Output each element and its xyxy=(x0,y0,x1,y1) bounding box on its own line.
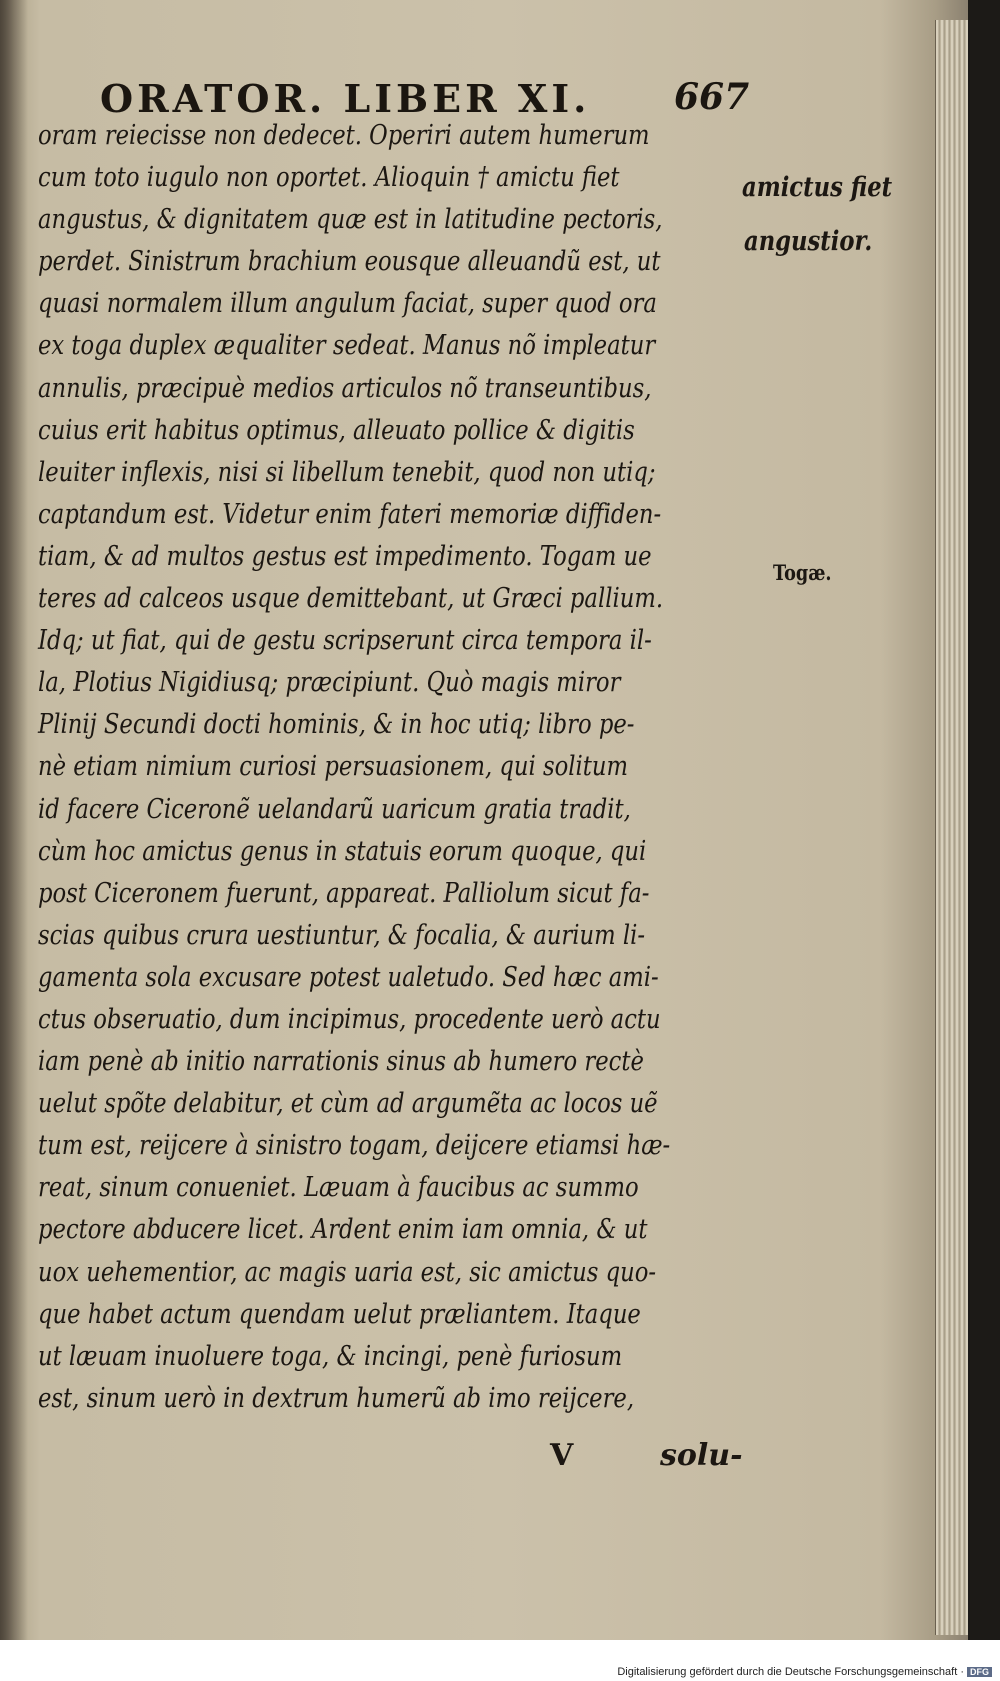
text-line: scias quibus crura uestiuntur, & focalia, & aurium li- xyxy=(38,919,646,951)
text-line: uelut spõte delabitur, et cùm ad argumẽta ac locos uẽ xyxy=(38,1088,658,1120)
page-edges xyxy=(935,20,968,1635)
dfg-logo: DFG xyxy=(967,1667,992,1677)
marginal-note: amictus fiet xyxy=(742,172,893,203)
text-line: est, sinum uerò in dextrum humerũ ab imo reijcere, xyxy=(38,1382,635,1414)
digitization-credit xyxy=(617,1666,992,1678)
text-line: ut læuam inuoluere toga, & incingi, penè furiosum xyxy=(38,1340,623,1372)
text-line: reat, sinum conueniet. Læuam à faucibus ac summo xyxy=(38,1172,639,1204)
text-line: id facere Ciceronẽ uelandarũ uaricum gratia tradit, xyxy=(38,793,631,825)
text-line: gamenta sola excusare potest ualetudo. Sed hæc ami- xyxy=(38,961,659,993)
text-line: iam penè ab initio narrationis sinus ab humero rectè xyxy=(38,1046,644,1078)
running-head: ORATOR. LIBER XI. xyxy=(100,76,591,121)
text-line: teres ad calceos usque demittebant, ut Græci pallium. xyxy=(38,583,664,615)
text-line: la, Plotius Nigidiusq; præcipiunt. Quò magis miror xyxy=(38,667,621,699)
text-line: captandum est. Videtur enim fateri memoriæ diffiden- xyxy=(38,498,662,530)
body-text xyxy=(38,115,768,1420)
text-line: post Ciceronem fuerunt, appareat. Palliolum sicut fa- xyxy=(38,877,650,909)
catchword: solu- xyxy=(660,1438,743,1473)
text-line: uox uehementior, ac magis uaria est, sic amictus quo- xyxy=(38,1256,657,1288)
text-line: que habet actum quendam uelut præliantem. Itaque xyxy=(38,1298,641,1330)
text-line: oram reiecisse non dedecet. Operiri autem humerum xyxy=(38,120,650,151)
signature-mark: V xyxy=(550,1438,574,1473)
text-line: cùm hoc amictus genus in statuis eorum quoque, qui xyxy=(38,835,647,867)
text-line: tum est, reijcere à sinistro togam, deijcere etiamsi hæ- xyxy=(38,1130,671,1162)
text-line: cuius erit habitus optimus, alleuato pollice & digitis xyxy=(38,414,635,446)
text-line: quasi normalem illum angulum faciat, super quod ora xyxy=(38,288,657,320)
text-line: leuiter inflexis, nisi si libellum tenebit, quod non utiq; xyxy=(38,456,656,488)
text-line: perdet. Sinistrum brachium eousque alleuandũ est, ut xyxy=(38,246,661,278)
credit-text: Digitalisierung gefördert durch die Deutsche Forschungsgemeinschaft · xyxy=(617,1666,964,1678)
page-number: 667 xyxy=(674,76,750,118)
text-line: cum toto iugulo non oportet. Alioquin † amictu fiet xyxy=(38,162,620,194)
text-line: ctus obseruatio, dum incipimus, procedente uerò actu xyxy=(38,1003,661,1035)
text-line: annulis, præcipuè medios articulos nõ transeuntibus, xyxy=(38,372,652,404)
text-line: Plinij Secundi docti hominis, & in hoc utiq; libro pe- xyxy=(38,709,635,741)
gutter-shadow xyxy=(0,0,28,1640)
marginal-note: Togæ. xyxy=(773,560,832,585)
text-line: angustus, & dignitatem quæ est in latitudine pectoris, xyxy=(38,204,663,236)
text-line: tiam, & ad multos gestus est impedimento. Togam ue xyxy=(38,540,652,572)
text-line: ex toga duplex æqualiter sedeat. Manus nõ impleatur xyxy=(38,330,656,362)
text-line: pectore abducere licet. Ardent enim iam omnia, & ut xyxy=(38,1214,648,1246)
marginal-note: angustior. xyxy=(744,226,873,257)
text-line: nè etiam nimium curiosi persuasionem, qui solitum xyxy=(38,751,629,783)
text-line: Idq; ut fiat, qui de gestu scripserunt circa tempora il- xyxy=(38,625,652,657)
